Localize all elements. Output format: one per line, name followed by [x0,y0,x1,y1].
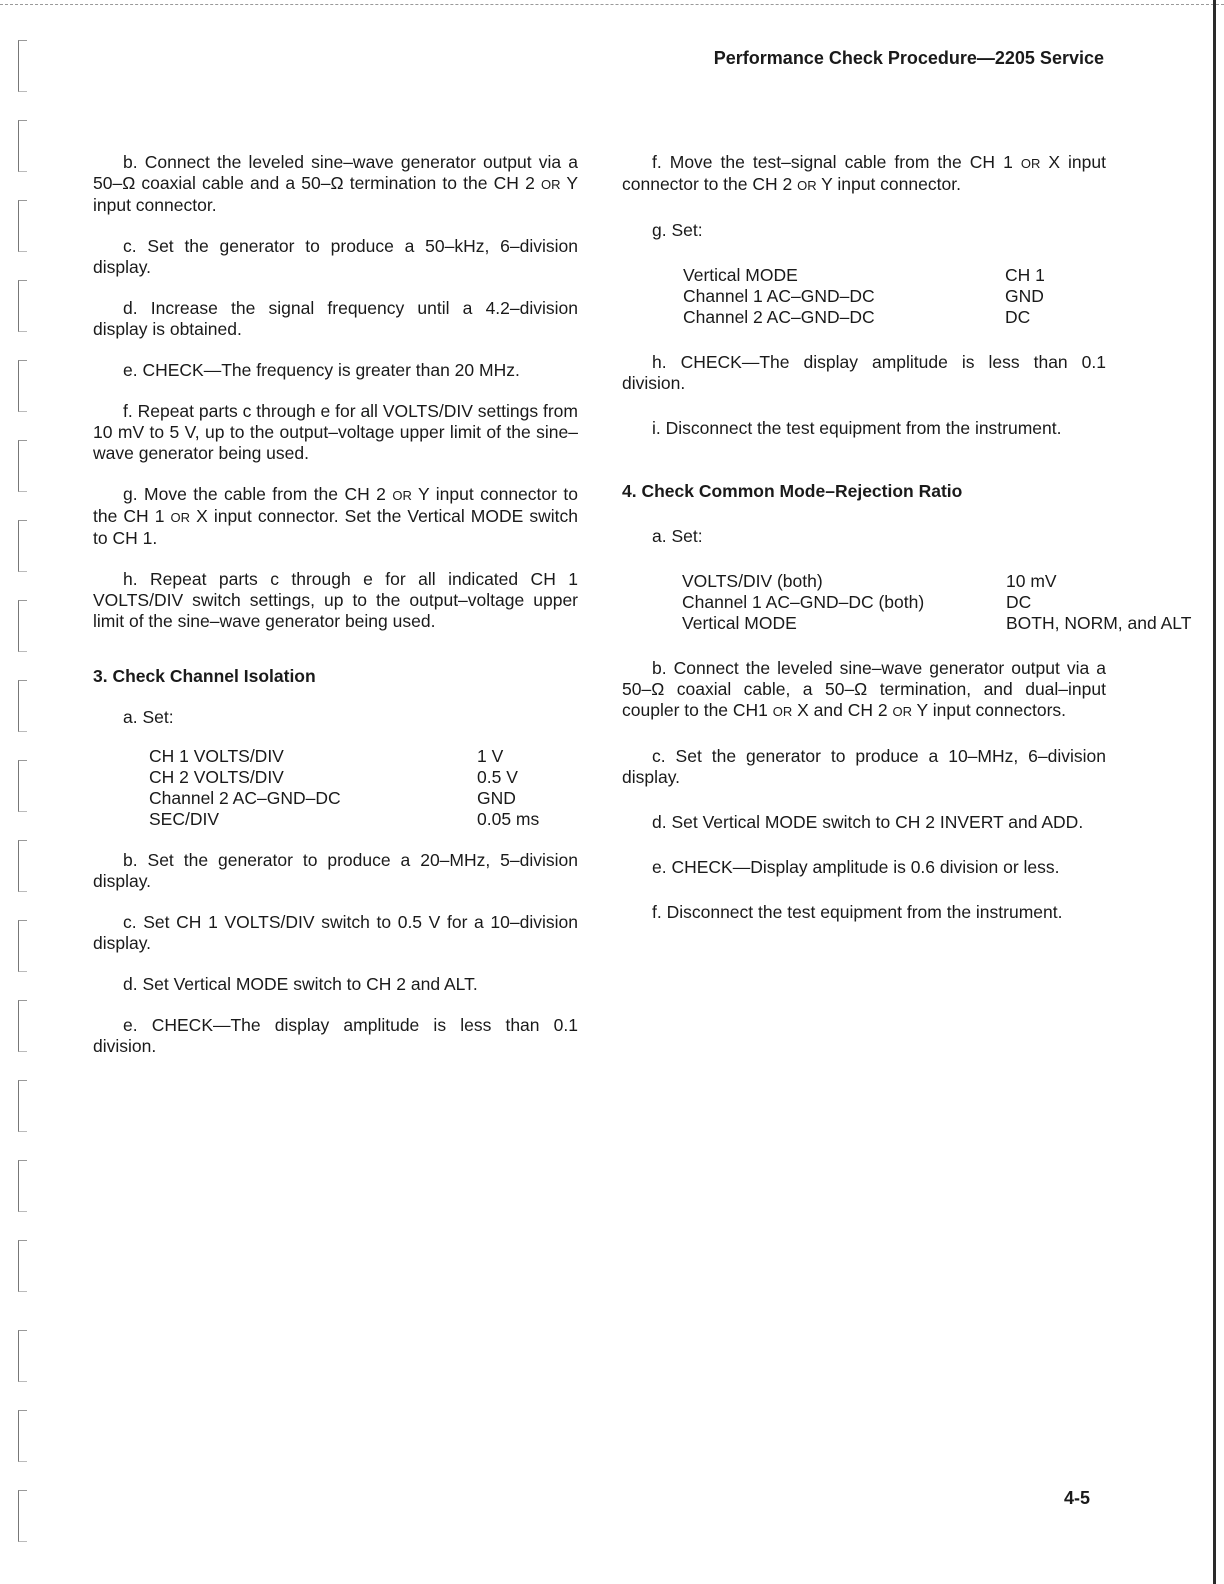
left-column [93,150,578,1057]
setting-label: Channel 1 AC–GND–DC [683,286,875,306]
setting-value: CH 1 [1005,265,1045,285]
right-edge-rule [1213,0,1216,1584]
setting-value: 0.05 ms [477,809,540,829]
step-left-d: d. Increase the signal frequency until a 4.2–division display is obtained. [93,298,578,339]
page-header: Performance Check Procedure—2205 Service [713,48,1104,68]
step-right-h: h. CHECK—The display amplitude is less than 0.1 division. [622,352,1106,393]
step-3c: c. Set CH 1 VOLTS/DIV switch to 0.5 V for a 10–division display. [93,912,578,953]
setting-value: DC [1005,307,1031,327]
right-column [622,150,1192,923]
step-4a: a. Set: [652,526,703,546]
setting-label: SEC/DIV [149,809,220,829]
step-left-g: g. Move the cable from the CH 2 OR Y input connector to the CH 1 OR X input connector. Set the Vertical MODE switch to CH 1. [93,484,578,548]
setting-label: Channel 2 AC–GND–DC [149,788,341,808]
setting-label: Vertical MODE [682,613,797,633]
top-scan-rule [0,4,1224,5]
step-4d: d. Set Vertical MODE switch to CH 2 INVERT and ADD. [652,812,1084,832]
step-left-b: b. Connect the leveled sine–wave generator output via a 50–Ω coaxial cable and a 50–Ω termination to the CH 2 OR Y input connector. [93,152,578,215]
setting-value: GND [477,788,516,808]
binding-marks [18,40,32,1540]
step-4f: f. Disconnect the test equipment from the instrument. [652,902,1063,922]
step-4b: b. Connect the leveled sine–wave generator output via a 50–Ω coaxial cable, a 50–Ω termination, and dual–input coupler to the CH1 OR X and CH 2 OR Y input connectors. [622,658,1106,720]
section-4-heading: 4. Check Common Mode–Rejection Ratio [622,481,963,501]
settings-table-4 [682,571,1192,634]
setting-value: GND [1005,286,1044,306]
setting-value: 0.5 V [477,767,518,787]
section-3-heading: 3. Check Channel Isolation [93,666,316,686]
step-right-g: g. Set: [652,220,703,240]
step-3b: b. Set the generator to produce a 20–MHz, 5–division display. [93,850,578,891]
setting-value: BOTH, NORM, and ALT [1006,613,1192,633]
setting-label: VOLTS/DIV (both) [682,571,823,591]
setting-value: 10 mV [1006,571,1057,591]
step-left-c: c. Set the generator to produce a 50–kHz, 6–division display. [93,236,578,277]
step-left-f: f. Repeat parts c through e for all VOLTS/DIV settings from 10 mV to 5 V, up to the output–voltage upper limit of the sine–wave generator being used. [93,401,578,463]
setting-label: Vertical MODE [683,265,798,285]
setting-label: Channel 2 AC–GND–DC [683,307,875,327]
settings-table-3 [149,746,578,830]
page-number: 4-5 [1064,1488,1091,1508]
step-4c: c. Set the generator to produce a 10–MHz, 6–division display. [622,746,1106,787]
step-3e: e. CHECK—The display amplitude is less than 0.1 division. [93,1015,578,1056]
setting-label: Channel 1 AC–GND–DC (both) [682,592,925,612]
setting-value: 1 V [477,746,504,766]
step-4e: e. CHECK—Display amplitude is 0.6 division or less. [652,857,1060,877]
setting-label: CH 2 VOLTS/DIV [149,767,284,787]
setting-label: CH 1 VOLTS/DIV [149,746,284,766]
settings-table-g [683,265,1106,328]
setting-value: DC [1006,592,1032,612]
step-3a: a. Set: [123,707,174,727]
step-3d: d. Set Vertical MODE switch to CH 2 and ALT. [123,974,478,994]
step-right-i: i. Disconnect the test equipment from the instrument. [652,418,1062,438]
step-left-h: h. Repeat parts c through e for all indicated CH 1 VOLTS/DIV switch settings, up to the output–voltage upper limit of the sine–wave generator being used. [93,569,578,631]
step-left-e: e. CHECK—The frequency is greater than 20 MHz. [123,360,520,380]
step-right-f: f. Move the test–signal cable from the CH 1 OR X input connector to the CH 2 OR Y input connector. [622,152,1106,194]
